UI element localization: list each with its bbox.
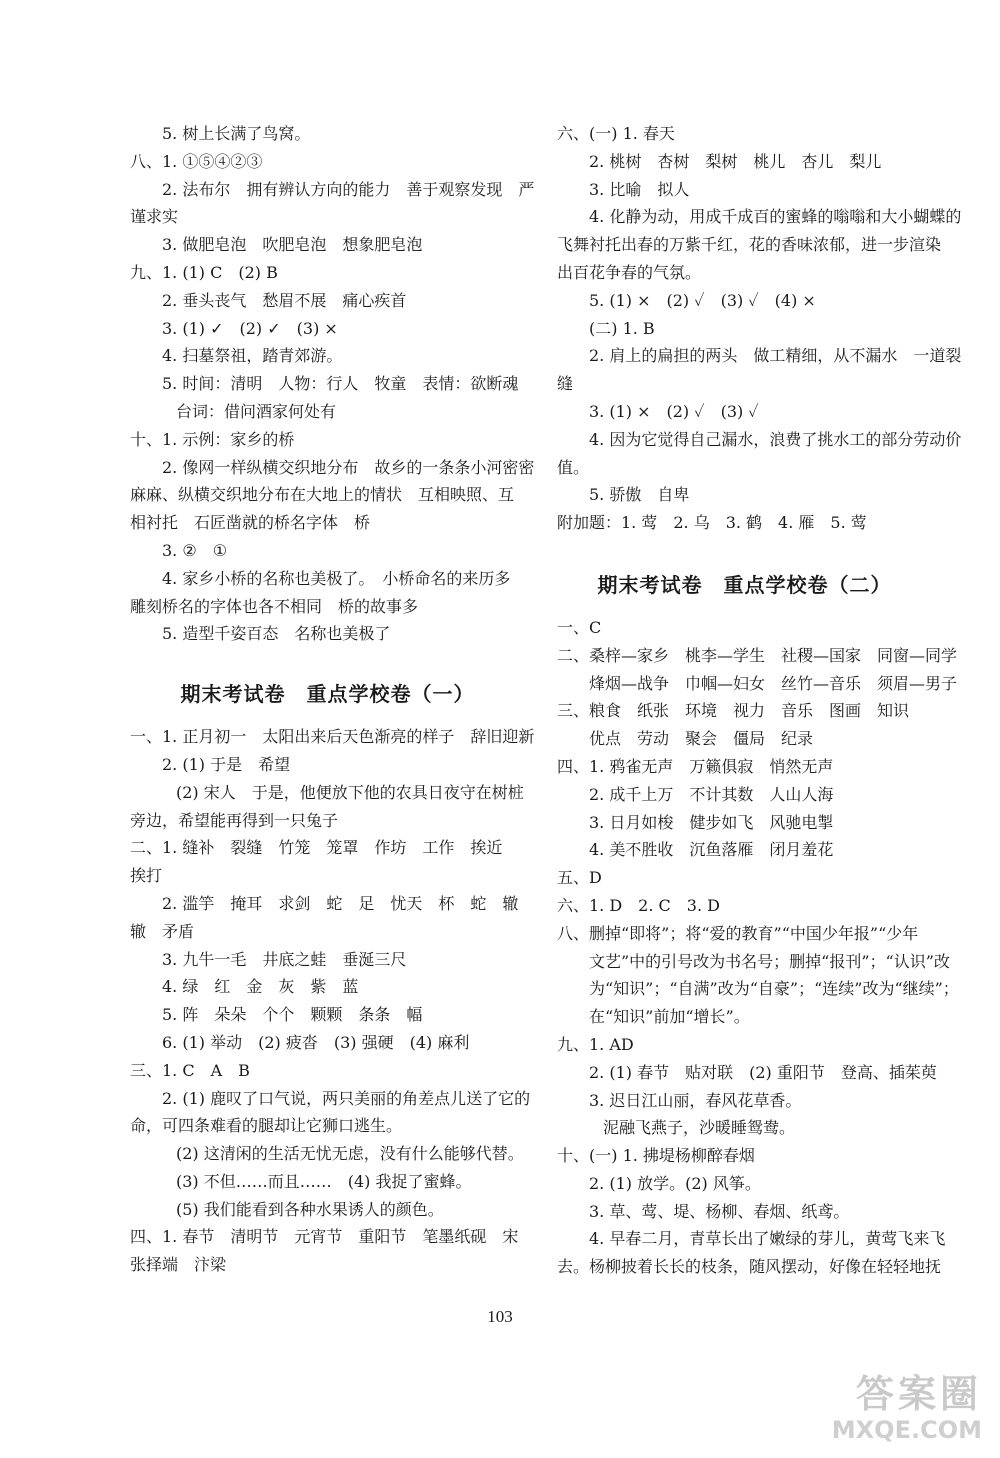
answer-line: 谨求实 — [130, 207, 179, 227]
answer-line: 旁边，希望能再得到一只兔子 — [130, 810, 339, 830]
answer-line: 5. 造型千姿百态 名称也美极了 — [162, 624, 391, 644]
answer-line: 3. 日月如梭 健步如飞 风驰电掣 — [589, 812, 834, 832]
answer-line: 相衬托 石匠凿就的桥名字体 桥 — [130, 513, 371, 533]
answer-line: 文艺”中的引号改为书名号；删掉“报刊”；“认识”改 — [589, 951, 950, 971]
answer-line: (二) 1. B — [589, 318, 655, 338]
answer-line: 六、(一) 1. 春天 — [557, 124, 675, 143]
answer-line: (3) 不但……而且…… (4) 我捉了蜜蜂。 — [176, 1171, 472, 1191]
answer-line: 八、1. ①⑤④②③ — [130, 151, 263, 171]
answer-line: 麻麻、纵横交织地分布在大地上的情状 互相映照、互 — [130, 485, 515, 505]
answer-line: 3. 草、莺、堤、杨柳、春烟、纸鸢。 — [589, 1201, 850, 1221]
answer-line: 去。杨柳披着长长的枝条，随风摆动，好像在轻轻地抚 — [557, 1257, 942, 1277]
answer-line: 三、粮食 纸张 环境 视力 音乐 图画 知识 — [557, 701, 910, 721]
right-answers-top — [557, 120, 962, 537]
answer-line: 2. 滥竽 掩耳 求剑 蛇 足 忧天 杯 蛇 辙 — [162, 893, 519, 913]
answer-line: 4. 美不胜收 沉鱼落雁 闭月羞花 — [589, 840, 834, 860]
answer-line: 九、1. AD — [557, 1034, 634, 1054]
answer-line: 3. 九牛一毛 井底之蛙 垂涎三尺 — [162, 949, 407, 969]
answer-line: 3. (1) × (2) ✓ (3) ✓ — [589, 401, 759, 421]
answer-line: 3. (1) ✓ (2) ✓ (3) × — [162, 318, 338, 338]
answer-line: 九、1. (1) C (2) B — [130, 262, 278, 282]
answer-line: 2. (1) 放学。(2) 风筝。 — [589, 1173, 761, 1193]
answer-line: 5. (1) × (2) ✓ (3) ✓ (4) × — [589, 290, 816, 310]
answer-line: 3. 迟日江山丽，春风花草香。 — [589, 1090, 802, 1110]
answer-line: 十、1. 示例：家乡的桥 — [130, 429, 295, 449]
answer-line: 雕刻桥名的字体也各不相同 桥的故事多 — [130, 596, 419, 616]
left-column — [130, 120, 535, 1279]
answer-line: 张择端 汴梁 — [130, 1255, 227, 1275]
answer-line: 2. 垂头丧气 愁眉不展 痛心疾首 — [162, 290, 407, 310]
answer-line: 附加题：1. 莺 2. 乌 3. 鹤 4. 雁 5. 莺 — [557, 513, 867, 533]
answer-line: (2) 宋人 于是，他便放下他的农具日夜守在树桩 — [176, 782, 524, 802]
right-column — [557, 120, 962, 1281]
answer-line: 八、删掉“即将”；将“爱的教育”“中国少年报”“少年 — [557, 923, 919, 943]
answer-line: 辙 矛盾 — [130, 921, 195, 941]
answer-line: 台词：借问酒家何处有 — [176, 401, 337, 421]
answer-line: 4. 家乡小桥的名称也美极了。 小桥命名的来历多 — [162, 568, 511, 588]
answer-line: 命，可四条难看的腿却让它狮口逃生。 — [130, 1116, 403, 1136]
answer-line: 5. 树上长满了鸟窝。 — [162, 124, 311, 143]
answer-line: 为“知识”；“自满”改为“自豪”；“连续”改为“继续”； — [589, 979, 959, 999]
answer-line: 2. (1) 于是 希望 — [162, 754, 291, 774]
answer-line: 3. ② ① — [162, 540, 228, 560]
answer-line: 出百花争春的气氛。 — [557, 262, 702, 282]
answer-line: 泥融飞燕子，沙暖睡鸳鸯。 — [603, 1118, 796, 1138]
watermark-logo — [772, 1372, 982, 1450]
answer-line: 六、1. D 2. C 3. D — [557, 895, 720, 915]
answer-line: 一、C — [557, 617, 602, 637]
answer-line: (5) 我们能看到各种水果诱人的颜色。 — [176, 1199, 444, 1219]
answer-line: 4. 扫墓祭祖，踏青郊游。 — [162, 346, 343, 366]
answer-line: 5. 骄傲 自卑 — [589, 485, 690, 505]
watermark-logo-text: 答案圈 — [855, 1372, 982, 1416]
left-answers-top — [130, 120, 535, 648]
answer-line: 3. 比喻 拟人 — [589, 179, 690, 199]
answer-line: 在“知识”前加“增长”。 — [589, 1007, 750, 1027]
answer-line: 4. 化静为动，用成千成百的蜜蜂的嗡嗡和大小蝴蝶的 — [589, 207, 962, 227]
answer-line: 4. 因为它觉得自己漏水，浪费了挑水工的部分劳动价 — [589, 429, 962, 449]
answer-line: 4. 早春二月，青草长出了嫩绿的芽儿，黄莺飞来飞 — [589, 1229, 946, 1249]
answer-line: 5. 时间：清明 人物：行人 牧童 表情：欲断魂 — [162, 374, 519, 394]
answer-line: 值。 — [557, 457, 590, 477]
answer-line: (2) 这清闲的生活无忧无虑，没有什么能够代替。 — [176, 1144, 524, 1164]
answer-line: 2. 肩上的扁担的两头 做工精细，从不漏水 一道裂 — [589, 346, 962, 366]
answer-line: 4. 绿 红 金 灰 紫 蓝 — [162, 977, 359, 997]
answer-line: 一、1. 正月初一 太阳出来后天色渐亮的样子 辞旧迎新 — [130, 727, 535, 747]
answer-line: 优点 劳动 聚会 僵局 纪录 — [589, 729, 814, 749]
watermark-url: MXQE.COM — [831, 1416, 982, 1444]
answer-line: 2. 桃树 杏树 梨树 桃儿 杏儿 梨儿 — [589, 151, 882, 171]
answer-line: 十、(一) 1. 拂堤杨柳醉春烟 — [557, 1146, 755, 1166]
answer-line: 烽烟—战争 巾帼—妇女 丝竹—音乐 须眉—男子 — [589, 673, 958, 693]
answer-line: 飞舞衬托出春的万紫千红，花的香味浓郁，进一步渲染 — [557, 235, 942, 255]
answer-line: 挨打 — [130, 866, 163, 886]
section-title-exam-2: 期末考试卷 重点学校卷（二） — [597, 572, 892, 597]
answer-line: 6. (1) 举动 (2) 疲沓 (3) 强硬 (4) 麻利 — [162, 1032, 470, 1052]
answer-line: 2. 法布尔 拥有辨认方向的能力 善于观察发现 严 — [162, 179, 535, 199]
answer-line: 3. 做肥皂泡 吹肥皂泡 想象肥皂泡 — [162, 235, 423, 255]
answer-line: 五、D — [557, 868, 602, 888]
answer-line: 5. 阵 朵朵 个个 颗颗 条条 幅 — [162, 1005, 423, 1025]
answer-line: 缝 — [557, 374, 574, 394]
answer-line: 二、1. 缝补 裂缝 竹笼 笼罩 作坊 工作 挨近 — [130, 838, 503, 858]
answer-line: 2. (1) 鹿叹了口气说，两只美丽的角差点儿送了它的 — [162, 1088, 531, 1108]
answer-line: 2. 成千上万 不计其数 人山人海 — [589, 784, 834, 804]
right-answers-bottom — [557, 614, 959, 1281]
answer-line: 2. (1) 春节 贴对联 (2) 重阳节 登高、插茱萸 — [589, 1062, 937, 1082]
page-number: 103 — [487, 1307, 513, 1326]
section-title-exam-1: 期末考试卷 重点学校卷（一） — [180, 682, 475, 707]
left-answers-bottom — [130, 723, 535, 1279]
answer-line: 三、1. C A B — [130, 1060, 250, 1080]
answer-line: 四、1. 鸦雀无声 万籁俱寂 悄然无声 — [557, 756, 834, 776]
answer-line: 二、桑梓—家乡 桃李—学生 社稷—国家 同窗—同学 — [557, 645, 958, 665]
answer-line: 2. 像网一样纵横交织地分布 故乡的一条条小河密密 — [162, 457, 535, 477]
answer-line: 四、1. 春节 清明节 元宵节 重阳节 笔墨纸砚 宋 — [130, 1227, 519, 1247]
